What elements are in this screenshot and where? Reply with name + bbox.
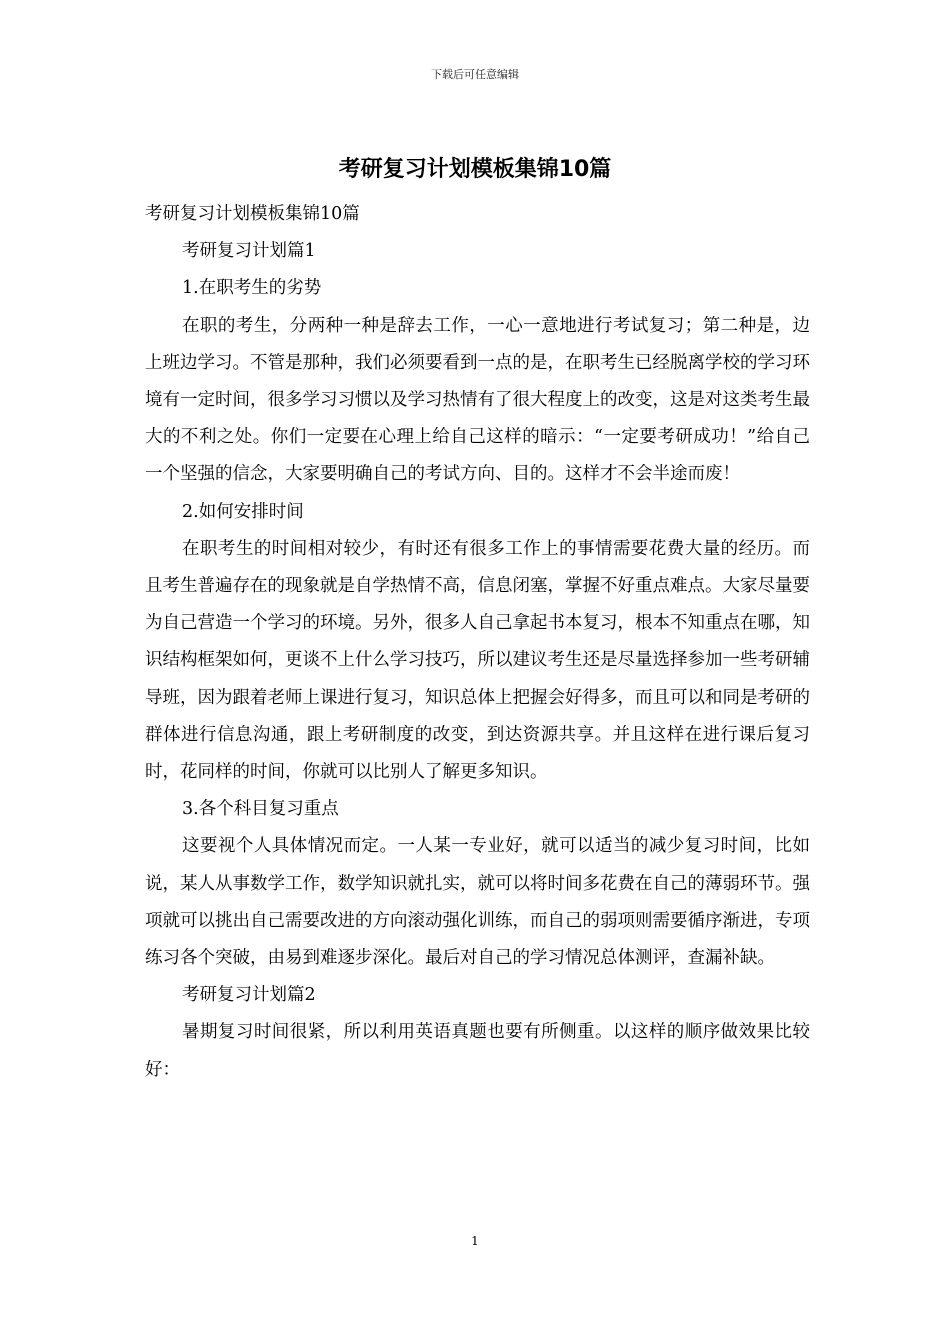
section-heading: 考研复习计划篇2 <box>182 985 316 1006</box>
paragraph: 在职考生的时间相对较少，有时还有很多工作上的事情需要花费大量的经历。而且考生普遍存在的现象就是自学热情不高，信息闭塞，掌握不好重点难点。大家尽量要为自己营造一个学习的环境。另外，很多人自己拿起书本复习，根本不知重点在哪，知识结构框架如何，更谈不上什么学习技巧，所以建议考生还是尽量选择参加一些考研辅导班，因为跟着老师上课进行复习，知识总体上把握会好得多，而且可以和同是考研的群体进行信息沟通，跟上考研制度的改变，到达资源共享。并且这样在进行课后复习时，花同样的时间，你就可以比别人了解更多知识。 <box>145 538 810 782</box>
document-body <box>145 196 810 1089</box>
document-title: 考研复习计划模板集锦10篇 <box>338 157 612 182</box>
paragraph: 在职的考生，分两种一种是辞去工作，一心一意地进行考试复习；第二种是，边上班边学习。不管是那种，我们必须要看到一点的是，在职考生已经脱离学校的学习环境有一定时间，很多学习习惯以及学习热情有了很大程度上的改变，这是对这类考生最大的不利之处。你们一定要在心理上给自己这样的暗示：“一定要考研成功！”给自己一个坚强的信念，大家要明确自己的考试方向、目的。这样才不会半途而废！ <box>145 315 810 485</box>
paragraph: 这要视个人具体情况而定。一人某一专业好，就可以适当的减少复习时间，比如说，某人从事数学工作，数学知识就扎实，就可以将时间多花费在自己的薄弱环节。强项就可以挑出自己需要改进的方向滚动强化训练，而自己的弱项则需要循序渐进，专项练习各个突破，由易到难逐步深化。最后对自己的学习情况总体测评，查漏补缺。 <box>145 836 810 968</box>
document-subtitle: 考研复习计划模板集锦10篇 <box>145 204 360 224</box>
section-heading: 考研复习计划篇1 <box>182 241 316 262</box>
page-header-note: 下载后可任意编辑 <box>431 68 519 81</box>
page-number: 1 <box>471 1234 479 1248</box>
item-heading: 3.各个科目复习重点 <box>182 799 339 820</box>
item-heading: 1.在职考生的劣势 <box>182 278 322 299</box>
item-heading: 2.如何安排时间 <box>182 501 304 522</box>
paragraph: 暑期复习时间很紧，所以利用英语真题也要有所侧重。以这样的顺序做效果比较好： <box>145 1022 810 1080</box>
